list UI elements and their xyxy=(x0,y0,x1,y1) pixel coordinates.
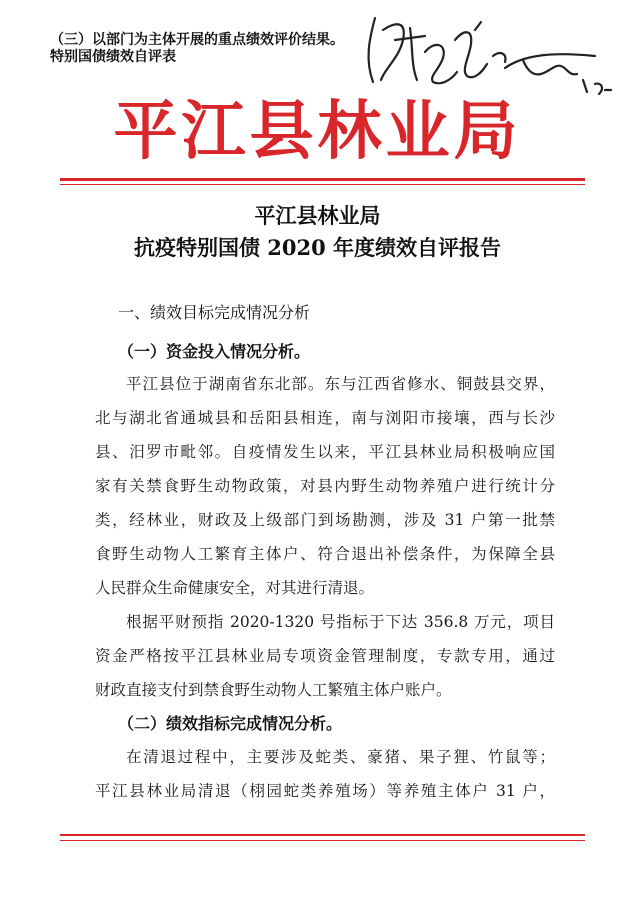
paragraph2-line: 根据平财预指 2020-1320 号指标于下达 356.8 万元，项目 xyxy=(126,613,555,631)
paragraph1-line: 平江县位于湖南省东北部。东与江西省修水、铜鼓县交界， xyxy=(126,375,555,393)
subsection-heading-2: （二）绩效指标完成情况分析。 xyxy=(118,714,343,733)
paragraph2-line: 财政直接支付到禁食野生动物人工繁殖主体户账户。 xyxy=(95,681,452,699)
header-note: （三）以部门为主体开展的重点绩效评价结果。特别国债绩效自评表 xyxy=(50,32,344,65)
paragraph1-line: 食野生动物人工繁育主体户、符合退出补偿条件，为保障全县 xyxy=(95,545,555,563)
section-heading-1: 一、绩效目标完成情况分析 xyxy=(118,303,311,322)
masthead-divider xyxy=(60,178,585,181)
masthead-divider-thin xyxy=(60,184,585,185)
report-title-line1: 平江县林业局 xyxy=(254,203,381,228)
footer-divider-thin xyxy=(60,840,585,841)
paragraph2-line: 资金严格按平江县林业局专项资金管理制度，专款专用，通过 xyxy=(95,647,555,665)
footer-divider xyxy=(60,834,585,836)
paragraph1-line: 家有关禁食野生动物政策，对县内野生动物养殖户进行统计分 xyxy=(95,477,555,495)
report-title-line2: 抗疫特别国债 2020 年度绩效自评报告 xyxy=(133,235,502,260)
paragraph3-line: 平江县林业局清退（栩园蛇类养殖场）等养殖主体户 31 户， xyxy=(95,782,555,800)
handwritten-signature xyxy=(355,10,625,105)
agency-masthead: 平江县林业局 xyxy=(113,94,522,169)
paragraph1-line: 人民群众生命健康安全，对其进行清退。 xyxy=(95,579,375,597)
paragraph1-line: 县、汨罗市毗邻。自疫情发生以来，平江县林业局积极响应国 xyxy=(95,443,555,461)
paragraph3-line: 在清退过程中，主要涉及蛇类、豪猪、果子狸、竹鼠等； xyxy=(126,748,555,766)
subsection-heading-1: （一）资金投入情况分析。 xyxy=(118,342,311,361)
paragraph1-line: 类，经林业，财政及上级部门到场勘测，涉及 31 户第一批禁 xyxy=(95,511,555,529)
paragraph1-line: 北与湖北省通城县和岳阳县相连，南与浏阳市接壤，西与长沙 xyxy=(95,409,555,427)
